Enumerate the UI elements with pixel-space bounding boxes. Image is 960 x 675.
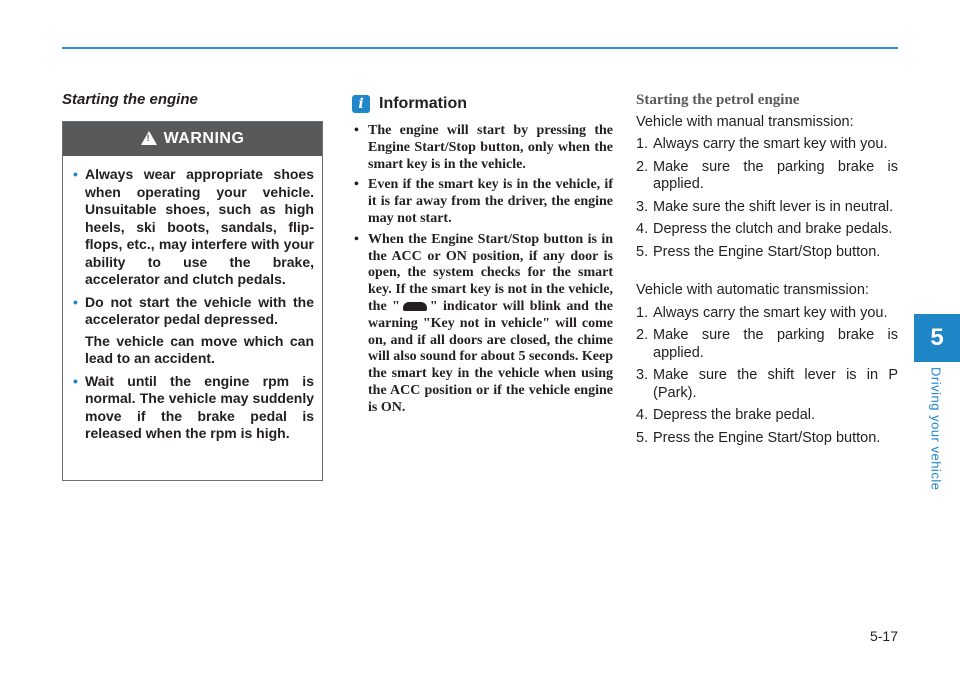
warning-list bbox=[63, 156, 322, 443]
info-item: • The engine will start by pressing the Engine Start/Stop button, only when the smart key is in the vehicle. bbox=[354, 123, 613, 172]
bullet-icon: • bbox=[354, 231, 359, 247]
automatic-steps bbox=[636, 305, 898, 448]
warning-triangle-icon bbox=[141, 131, 157, 145]
chapter-tab[interactable]: 5 bbox=[914, 314, 960, 362]
list-item: 4. Depress the brake pedal. bbox=[636, 407, 816, 423]
chapter-label: Driving your vehicle bbox=[928, 367, 944, 491]
spacer bbox=[636, 266, 898, 282]
warning-box bbox=[62, 121, 323, 481]
info-title: Information bbox=[379, 95, 467, 112]
procedure-heading: Starting the petrol engine bbox=[636, 92, 800, 108]
bullet-icon: • bbox=[73, 372, 78, 389]
header-rule bbox=[62, 47, 898, 49]
list-item: 3. Make sure the shift lever is in P (Park). bbox=[636, 367, 898, 401]
list-item: 5. Press the Engine Start/Stop button. bbox=[636, 429, 881, 446]
page-number: 5-17 bbox=[869, 628, 898, 644]
bullet-icon: • bbox=[73, 166, 78, 182]
info-item: • When the Engine Start/Stop button is in the ACC or ON position, if any door is open, the system checks for the smart key. If the smart key is not in the vehicle, the " " indicator will blink and the warning "Key not in vehicle" will come on, and if all doors are closed, the chime will also sound for about 5 seconds. Keep the smart key in the vehicle when using the ACC position or if the vehicle engine is ON. bbox=[354, 231, 613, 415]
bullet-icon: • bbox=[354, 177, 359, 193]
info-heading bbox=[352, 95, 467, 113]
list-item: 3. Make sure the shift lever is in neutral. bbox=[636, 198, 894, 215]
bullet-icon: • bbox=[354, 123, 359, 138]
warning-item: • Always wear appropriate shoes when operating your vehicle. Unsuitable shoes, such as high heels, ski boots, sandals, flip-flops, etc., may interfere with your ability to use the brake, accelerator and clutch pedals. bbox=[73, 166, 314, 287]
list-item: 1. Always carry the smart key with you. bbox=[636, 304, 888, 321]
list-item: 1. Always carry the smart key with you. bbox=[636, 136, 888, 152]
info-item: • Even if the smart key is in the vehicle, if it is far away from the driver, the engine may not start. bbox=[354, 177, 613, 226]
manual-steps bbox=[636, 136, 898, 261]
key-indicator-icon bbox=[403, 302, 427, 311]
list-item: 2. Make sure the parking brake is applied. bbox=[636, 327, 898, 361]
warning-item-note: The vehicle can move which can lead to an accident. bbox=[85, 332, 314, 366]
warning-item: • Wait until the engine rpm is normal. The vehicle may suddenly move if the brake pedal is released when the rpm is high. bbox=[73, 372, 314, 441]
automatic-transmission-title: Vehicle with automatic transmission: bbox=[636, 282, 869, 298]
section-heading: Starting the engine bbox=[62, 91, 198, 108]
list-item: 2. Make sure the parking brake is applied. bbox=[636, 158, 898, 192]
list-item: 4. Depress the clutch and brake pedals. bbox=[636, 221, 893, 237]
info-icon: i bbox=[352, 95, 370, 113]
warning-title: WARNING bbox=[163, 130, 245, 147]
bullet-icon: • bbox=[73, 293, 78, 310]
manual-transmission-title: Vehicle with manual transmission: bbox=[636, 113, 854, 130]
warning-item: • Do not start the vehicle with the accelerator pedal depressed. The vehicle can move which can lead to an accident. bbox=[73, 293, 314, 366]
warning-header bbox=[63, 122, 322, 156]
procedure-column bbox=[636, 92, 898, 452]
info-list bbox=[352, 123, 613, 421]
list-item: 5. Press the Engine Start/Stop button. bbox=[636, 243, 881, 260]
